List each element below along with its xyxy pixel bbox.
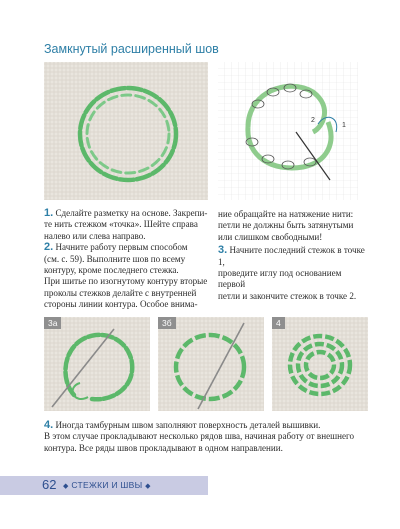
- step4-line: В этом случае прокладывают несколько рядов шва, начиная работу от внешнего: [44, 431, 355, 442]
- photo-3b: [158, 317, 264, 411]
- step1-number: 1.: [44, 207, 54, 219]
- step2-line: контуру, кроме последнего стежка.: [44, 265, 179, 276]
- step2-line: При шитье по изогнутому контуру вторые: [44, 276, 208, 287]
- chain-ring-image: [44, 62, 208, 200]
- continued-line: или слишком свободными!: [218, 231, 323, 242]
- photo-4-image: [272, 317, 368, 411]
- step2-line: проколы стежков делайте с внутренней: [44, 287, 197, 298]
- step2-line: Начните работу первым способом: [53, 242, 188, 253]
- step4: [44, 420, 374, 454]
- photo-3b-label: 3б: [158, 317, 176, 329]
- diagram-label-1: 1: [342, 122, 346, 129]
- section-name: [63, 480, 151, 490]
- diamond-icon: ◆: [145, 483, 151, 490]
- diagram: [218, 62, 358, 200]
- left-column: [44, 208, 214, 311]
- step4-number: 4.: [44, 419, 54, 431]
- diagram-label-2: 2: [311, 117, 315, 124]
- step1-line: Сделайте разметку на основе. Закрепи-: [53, 208, 208, 218]
- step2-number: 2.: [44, 241, 54, 254]
- step3-line: петли и закончите стежок в точке 2.: [218, 290, 357, 301]
- photo-4-label: 4: [272, 317, 285, 329]
- step3-line: проведите иглу под основанием первой: [218, 268, 342, 290]
- photo-3a-label: 3а: [44, 317, 61, 329]
- step2-line: (см. с. 59). Выполните шов по всему: [44, 253, 186, 264]
- step3: [218, 245, 368, 302]
- continued-line: петли не должны быть затянутыми: [218, 220, 354, 231]
- step4-line: Иногда тамбурным швом заполняют поверхность деталей вышивки.: [53, 420, 321, 430]
- step3-line: Начните последний стежок в точке 1,: [218, 245, 365, 267]
- photo-3a-image: [44, 317, 150, 411]
- photo-3a: [44, 317, 150, 411]
- step1: [44, 208, 214, 242]
- main-photo: [44, 62, 208, 200]
- step2-line: стороны линии контура. Особое внима-: [44, 299, 198, 310]
- step2: [44, 242, 214, 310]
- page-number: 62: [42, 477, 57, 492]
- step4-line: контура. Все ряды швов прокладывают в одном направлении.: [44, 442, 283, 453]
- right-column: [218, 209, 368, 302]
- step2-continued: [218, 209, 368, 243]
- photo-3b-image: [158, 317, 264, 411]
- step3-number: 3.: [218, 244, 228, 257]
- page-title: Замкнутый расширенный шов: [44, 42, 219, 56]
- photo-4: [272, 317, 368, 411]
- step1-line: налево или слева направо.: [44, 230, 146, 241]
- diamond-icon: ◆: [63, 483, 69, 490]
- section-label: СТЕЖКИ И ШВЫ: [71, 480, 143, 490]
- step1-line: те нить стежком «точка». Шейте справа: [44, 219, 198, 230]
- stitch-diagram: [218, 62, 358, 200]
- continued-line: ние обращайте на натяжение нити:: [218, 209, 354, 219]
